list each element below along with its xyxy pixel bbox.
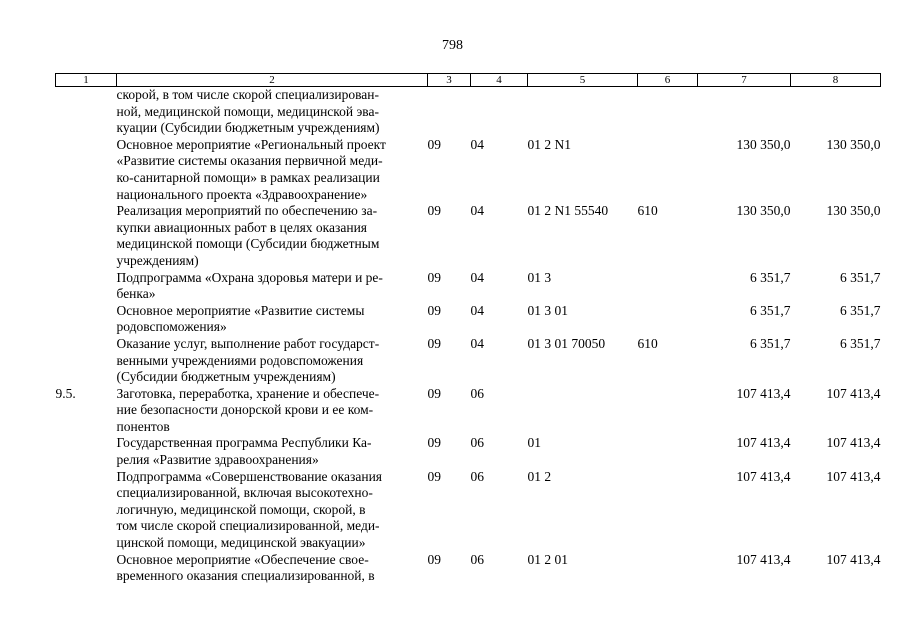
amount-year-2: 6 351,7 <box>840 269 881 285</box>
section-code: 09 <box>427 468 441 484</box>
table-row <box>56 469 881 552</box>
table-row <box>56 87 881 137</box>
expense-kind-code: 610 <box>637 203 658 219</box>
column-header: 8 <box>791 74 881 87</box>
expense-kind-code <box>638 469 698 552</box>
column-header: 4 <box>471 74 528 87</box>
amount-year-2: 6 351,7 <box>840 302 881 318</box>
subsection-code: 04 <box>470 136 484 152</box>
budget-table <box>55 73 881 585</box>
target-item-code <box>528 87 638 137</box>
row-number <box>56 336 117 386</box>
table-row <box>56 203 881 269</box>
section-code: 09 <box>427 269 441 285</box>
section-code: 09 <box>427 385 441 401</box>
section-code: 09 <box>427 335 441 351</box>
column-header: 6 <box>638 74 698 87</box>
row-number <box>56 552 117 585</box>
item-name: Основное мероприятие «Обеспечение свое- временного оказания специализированной, в <box>116 551 375 584</box>
amount-year-1: 6 351,7 <box>750 335 791 351</box>
expense-kind-code <box>638 386 698 436</box>
section-code: 09 <box>427 551 441 567</box>
table-row <box>56 435 881 468</box>
amount-year-1: 107 413,4 <box>736 468 791 484</box>
expense-kind-code <box>638 137 698 203</box>
amount-year-1: 6 351,7 <box>750 269 791 285</box>
item-name: Государственная программа Республики Ка- релия «Развитие здравоохранения» <box>116 435 372 468</box>
row-number: 9.5. <box>55 385 76 401</box>
subsection-code: 06 <box>470 385 484 401</box>
table-row <box>56 137 881 203</box>
amount-year-1: 130 350,0 <box>736 203 791 219</box>
amount-year-2: 107 413,4 <box>826 551 881 567</box>
subsection-code: 04 <box>470 302 484 318</box>
section-code <box>428 87 471 137</box>
amount-year-2: 107 413,4 <box>826 435 881 451</box>
column-header: 7 <box>698 74 791 87</box>
target-item-code: 01 <box>527 435 541 451</box>
amount-year-1: 130 350,0 <box>736 136 791 152</box>
amount-year-2: 107 413,4 <box>826 385 881 401</box>
subsection-code: 06 <box>470 551 484 567</box>
row-number <box>56 435 117 468</box>
item-name: Реализация мероприятий по обеспечению за- купки авиационных работ в целях оказания медицинской помощи (Субсидии бюджетным учреждениям) <box>116 203 380 268</box>
amount-year-1: 107 413,4 <box>736 551 791 567</box>
amount-year-2 <box>791 87 881 137</box>
target-item-code: 01 2 01 <box>527 551 568 567</box>
amount-year-2: 130 350,0 <box>826 136 881 152</box>
amount-year-2: 6 351,7 <box>840 335 881 351</box>
expense-kind-code <box>638 552 698 585</box>
target-item-code: 01 3 01 <box>527 302 568 318</box>
expense-kind-code <box>638 87 698 137</box>
row-number <box>56 270 117 303</box>
section-code: 09 <box>427 203 441 219</box>
amount-year-1 <box>698 87 791 137</box>
item-name: Оказание услуг, выполнение работ государст- венными учреждениями родовспоможения (Субсидии бюджетным учреждениям) <box>116 335 380 385</box>
item-name: Основное мероприятие «Развитие системы родовспоможения» <box>116 302 365 335</box>
target-item-code: 01 2 <box>527 468 552 484</box>
amount-year-1: 107 413,4 <box>736 435 791 451</box>
item-name: Подпрограмма «Охрана здоровья матери и ре- бенка» <box>116 269 383 302</box>
table-row <box>56 270 881 303</box>
expense-kind-code <box>638 435 698 468</box>
expense-kind-code <box>638 303 698 336</box>
amount-year-1: 6 351,7 <box>750 302 791 318</box>
target-item-code: 01 3 01 70050 <box>527 335 606 351</box>
subsection-code: 04 <box>470 335 484 351</box>
target-item-code: 01 2 N1 55540 <box>527 203 609 219</box>
table-row <box>56 303 881 336</box>
amount-year-2: 107 413,4 <box>826 468 881 484</box>
row-number <box>56 137 117 203</box>
subsection-code: 04 <box>470 269 484 285</box>
row-number <box>56 469 117 552</box>
item-name: скорой, в том числе скорой специализирован- ной, медицинской помощи, медицинской эва- куации (Субсидии бюджетным учреждениям) <box>116 87 380 136</box>
target-item-code <box>528 386 638 436</box>
target-item-code: 01 2 N1 <box>527 136 571 152</box>
item-name: Основное мероприятие «Региональный проект «Развитие системы оказания первичной меди- ко-санитарной помощи» в рамках реализации национального проекта «Здравоохранение» <box>116 136 386 202</box>
subsection-code: 06 <box>470 435 484 451</box>
item-name: Подпрограмма «Совершенствование оказания специализированной, включая высокотехно- логичную, медицинской помощи, скорой, в том числе скорой специализированной, меди- цинской помощи, медицинской эвакуации» <box>116 468 383 551</box>
expense-kind-code <box>638 270 698 303</box>
table-row <box>56 552 881 585</box>
row-number <box>56 303 117 336</box>
column-header: 3 <box>428 74 471 87</box>
table-row <box>56 386 881 436</box>
amount-year-1: 107 413,4 <box>736 385 791 401</box>
column-header: 1 <box>56 74 117 87</box>
subsection-code <box>471 87 528 137</box>
target-item-code: 01 3 <box>527 269 552 285</box>
expense-kind-code: 610 <box>637 335 658 351</box>
row-number <box>56 203 117 269</box>
row-number <box>56 87 117 137</box>
section-code: 09 <box>427 136 441 152</box>
amount-year-2: 130 350,0 <box>826 203 881 219</box>
column-number-row <box>56 74 881 87</box>
section-code: 09 <box>427 435 441 451</box>
item-name: Заготовка, переработка, хранение и обеспече- ние безопасности донорской крови и ее ком- понентов <box>116 385 380 434</box>
page-number: 798 <box>442 38 463 53</box>
table-body <box>56 87 881 585</box>
subsection-code: 06 <box>470 468 484 484</box>
column-header: 2 <box>117 74 428 87</box>
section-code: 09 <box>427 302 441 318</box>
column-header: 5 <box>528 74 638 87</box>
table-row <box>56 336 881 386</box>
subsection-code: 04 <box>470 203 484 219</box>
